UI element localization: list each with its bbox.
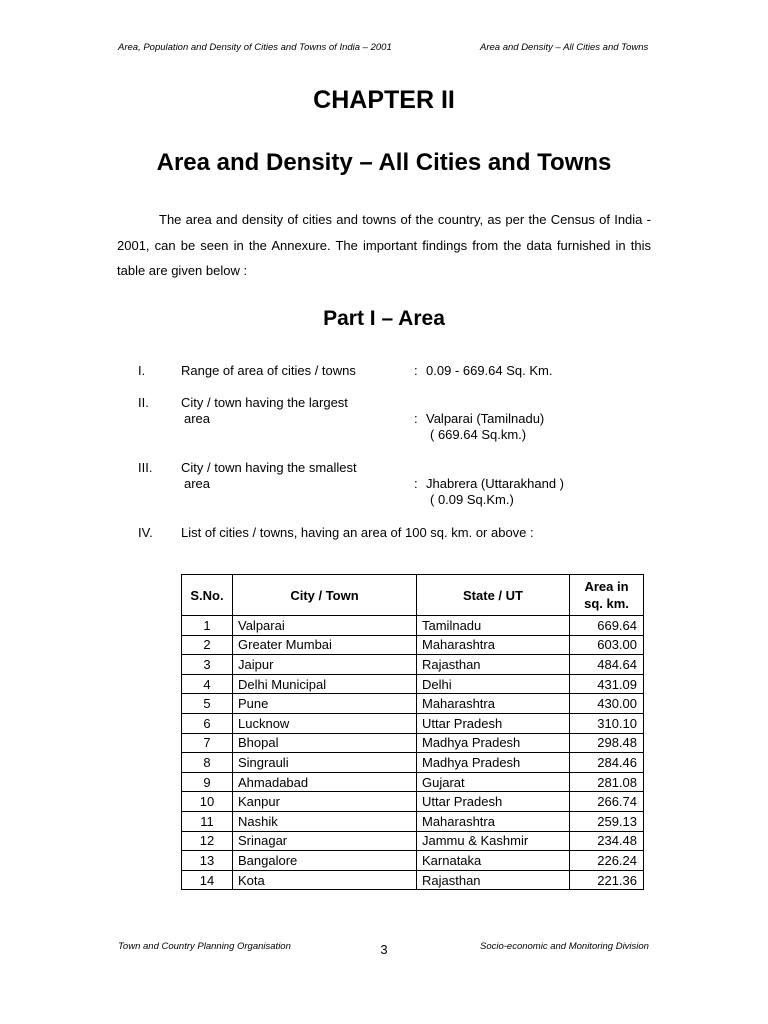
cell-sno: 2	[182, 635, 233, 655]
cell-sno: 8	[182, 753, 233, 773]
finding-number: I.	[138, 363, 146, 378]
finding-value-line2: ( 0.09 Sq.Km.)	[430, 492, 514, 507]
chapter-heading: CHAPTER II	[313, 86, 455, 114]
cell-sno: 14	[182, 870, 233, 890]
cell-city: Pune	[233, 694, 417, 714]
cell-area: 221.36	[570, 870, 644, 890]
table-body	[182, 616, 644, 890]
table-row	[182, 655, 644, 675]
cell-state: Uttar Pradesh	[417, 792, 570, 812]
running-header-left: Area, Population and Density of Cities and Towns of India – 2001	[118, 42, 392, 53]
cell-sno: 5	[182, 694, 233, 714]
table-row	[182, 635, 644, 655]
finding-label	[181, 395, 411, 427]
cell-state: Maharashtra	[417, 694, 570, 714]
table-row	[182, 616, 644, 636]
finding-label: Range of area of cities / towns	[181, 363, 356, 378]
table-row	[182, 772, 644, 792]
cell-area: 266.74	[570, 792, 644, 812]
table-row	[182, 713, 644, 733]
cell-sno: 11	[182, 811, 233, 831]
finding-label-line1: City / town having the largest	[181, 395, 348, 410]
cell-sno: 6	[182, 713, 233, 733]
page-number: 3	[380, 942, 388, 957]
finding-value-line1: Jhabrera (Uttarakhand )	[426, 476, 565, 491]
cell-city: Delhi Municipal	[233, 674, 417, 694]
table-row	[182, 792, 644, 812]
finding-value-line1: Valparai (Tamilnadu)	[426, 411, 545, 426]
column-header-sno: S.No.	[182, 575, 233, 616]
cell-area: 603.00	[570, 635, 644, 655]
finding-label-line2: area	[184, 411, 211, 426]
finding-label-line1: City / town having the smallest	[181, 460, 357, 475]
finding-number: III.	[138, 460, 153, 475]
cell-area: 284.46	[570, 753, 644, 773]
cell-area: 669.64	[570, 616, 644, 636]
cell-state: Madhya Pradesh	[417, 753, 570, 773]
cell-city: Kanpur	[233, 792, 417, 812]
intro-paragraph: The area and density of cities and towns of the country, as per the Census of India - 2001, can be seen in the Annexure. The important findings from the data furnished in this table are given below :	[117, 212, 651, 278]
cell-sno: 10	[182, 792, 233, 812]
cell-city: Jaipur	[233, 655, 417, 675]
table-row	[182, 851, 644, 871]
footer-right: Socio-economic and Monitoring Division	[480, 941, 649, 952]
finding-label	[181, 460, 411, 492]
cell-city: Srinagar	[233, 831, 417, 851]
finding-value	[426, 411, 544, 443]
cell-city: Singrauli	[233, 753, 417, 773]
cell-sno: 9	[182, 772, 233, 792]
cell-city: Lucknow	[233, 713, 417, 733]
cell-city: Nashik	[233, 811, 417, 831]
finding-value: 0.09 - 669.64 Sq. Km.	[426, 363, 553, 378]
finding-colon: :	[414, 411, 418, 426]
cell-sno: 4	[182, 674, 233, 694]
finding-number: IV.	[138, 525, 153, 540]
finding-value-line2: ( 669.64 Sq.km.)	[430, 427, 527, 442]
finding-number: II.	[138, 395, 149, 410]
finding-colon: :	[414, 476, 418, 491]
table-row	[182, 811, 644, 831]
cell-state: Maharashtra	[417, 635, 570, 655]
cell-state: Tamilnadu	[417, 616, 570, 636]
table-row	[182, 831, 644, 851]
finding-label: List of cities / towns, having an area of 100 sq. km. or above :	[181, 525, 534, 540]
cell-area: 430.00	[570, 694, 644, 714]
table-row	[182, 870, 644, 890]
cell-state: Rajasthan	[417, 870, 570, 890]
cell-city: Bangalore	[233, 851, 417, 871]
table-row	[182, 694, 644, 714]
cell-area: 298.48	[570, 733, 644, 753]
column-header-area: Area in sq. km.	[570, 575, 644, 616]
cell-area: 281.08	[570, 772, 644, 792]
cell-state: Karnataka	[417, 851, 570, 871]
table-header-row	[182, 575, 644, 616]
cell-city: Valparai	[233, 616, 417, 636]
cell-sno: 1	[182, 616, 233, 636]
cell-sno: 12	[182, 831, 233, 851]
cell-state: Delhi	[417, 674, 570, 694]
footer-left: Town and Country Planning Organisation	[118, 941, 291, 952]
column-header-state: State / UT	[417, 575, 570, 616]
cell-area: 310.10	[570, 713, 644, 733]
cell-area: 431.09	[570, 674, 644, 694]
cell-state: Maharashtra	[417, 811, 570, 831]
cell-area: 484.64	[570, 655, 644, 675]
cell-area: 234.48	[570, 831, 644, 851]
cell-sno: 3	[182, 655, 233, 675]
cell-state: Jammu & Kashmir	[417, 831, 570, 851]
cell-sno: 13	[182, 851, 233, 871]
cell-city: Ahmadabad	[233, 772, 417, 792]
area-table	[181, 574, 644, 890]
cell-city: Kota	[233, 870, 417, 890]
table-row	[182, 733, 644, 753]
cell-area: 259.13	[570, 811, 644, 831]
cell-state: Gujarat	[417, 772, 570, 792]
cell-area: 226.24	[570, 851, 644, 871]
cell-sno: 7	[182, 733, 233, 753]
cell-state: Uttar Pradesh	[417, 713, 570, 733]
table-row	[182, 674, 644, 694]
cell-state: Madhya Pradesh	[417, 733, 570, 753]
running-header-right: Area and Density – All Cities and Towns	[480, 42, 649, 53]
finding-colon: :	[414, 363, 418, 378]
cell-state: Rajasthan	[417, 655, 570, 675]
cell-city: Bhopal	[233, 733, 417, 753]
finding-value	[426, 476, 564, 508]
part-heading: Part I – Area	[323, 307, 445, 330]
page-title: Area and Density – All Cities and Towns	[156, 149, 612, 176]
table-row	[182, 753, 644, 773]
cell-city: Greater Mumbai	[233, 635, 417, 655]
finding-label-line2: area	[184, 476, 211, 491]
column-header-city: City / Town	[233, 575, 417, 616]
